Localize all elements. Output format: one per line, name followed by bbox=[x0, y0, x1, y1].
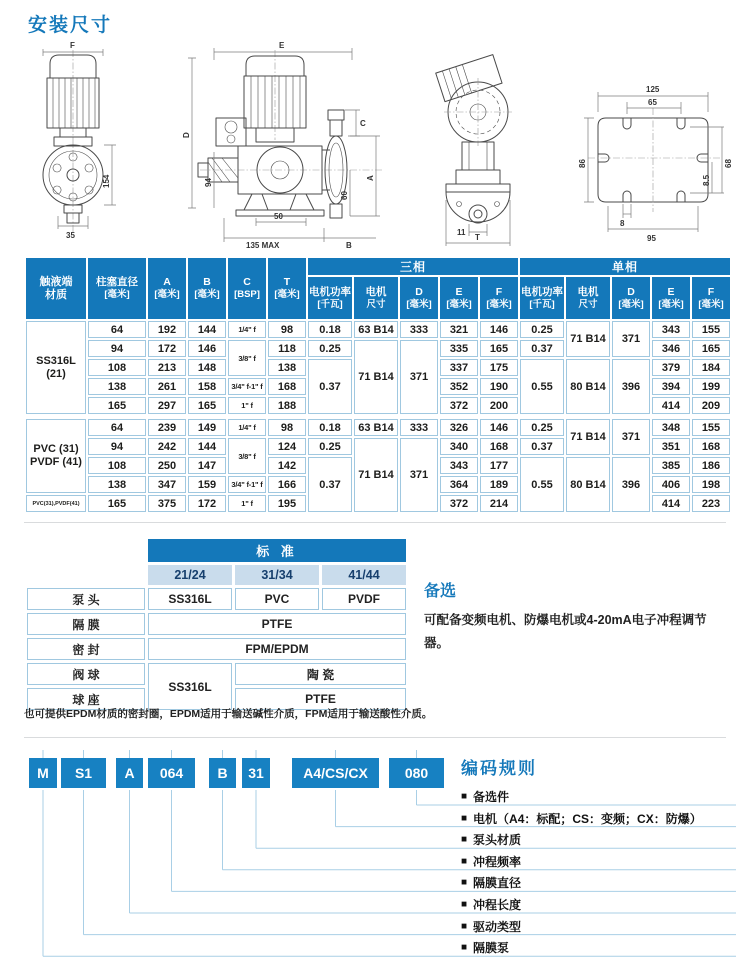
dim-label-86: 86 bbox=[578, 159, 587, 168]
table-cell: 371 bbox=[612, 419, 650, 455]
table-cell: 155 bbox=[692, 321, 730, 338]
dim-label-125: 125 bbox=[646, 85, 660, 94]
square-bullet-icon: ■ bbox=[461, 942, 468, 954]
column-header: D [毫米] bbox=[612, 277, 650, 319]
code-segment-label: 冲程长度 bbox=[473, 898, 522, 912]
table-cell: 98 bbox=[268, 321, 306, 338]
table-cell: 63 B14 bbox=[354, 419, 398, 436]
code-segment-label: 备选件 bbox=[473, 790, 510, 804]
table-cell: 3/4" f-1" f bbox=[228, 378, 266, 395]
square-bullet-icon: ■ bbox=[461, 877, 468, 889]
column-header: E [毫米] bbox=[652, 277, 690, 319]
table-cell: 80 B14 bbox=[566, 457, 610, 512]
code-column-header: 31/34 bbox=[235, 565, 319, 585]
table-cell: 239 bbox=[148, 419, 186, 436]
table-cell: 414 bbox=[652, 495, 690, 512]
table-cell: 3/8" f bbox=[228, 340, 266, 376]
table-cell: 71 B14 bbox=[566, 419, 610, 455]
table-cell: 3/8" f bbox=[228, 438, 266, 474]
dim-label-135max: 135 MAX bbox=[246, 241, 280, 250]
table-cell: 165 bbox=[88, 397, 146, 414]
dim-label-11: 11 bbox=[457, 228, 466, 237]
table-cell: 155 bbox=[692, 419, 730, 436]
dim-label-50: 50 bbox=[274, 212, 283, 221]
code-segment-box: A bbox=[116, 758, 143, 788]
table-cell: 189 bbox=[480, 476, 518, 493]
table-row bbox=[27, 663, 406, 685]
installation-dimension-drawings bbox=[0, 0, 750, 252]
table-cell: 0.25 bbox=[520, 419, 564, 436]
table-cell: 213 bbox=[148, 359, 186, 376]
code-segment-box: 31 bbox=[242, 758, 270, 788]
table-cell: 343 bbox=[652, 321, 690, 338]
table-cell: 184 bbox=[692, 359, 730, 376]
table-cell: SS316L bbox=[148, 588, 232, 610]
table-cell: 385 bbox=[652, 457, 690, 474]
row-label: 密 封 bbox=[27, 638, 145, 660]
table-cell: 165 bbox=[692, 340, 730, 357]
table-cell: 148 bbox=[188, 359, 226, 376]
column-header: 电机 尺寸 bbox=[354, 277, 398, 319]
dim-label-68: 68 bbox=[724, 159, 733, 168]
dim-label-35: 35 bbox=[66, 231, 75, 240]
dim-label-f: F bbox=[70, 41, 75, 50]
table-cell: 371 bbox=[612, 321, 650, 357]
table-cell: 396 bbox=[612, 359, 650, 414]
table-cell: 333 bbox=[400, 321, 438, 338]
table-cell: 159 bbox=[188, 476, 226, 493]
code-segment-box: 080 bbox=[389, 758, 444, 788]
square-bullet-icon: ■ bbox=[461, 834, 468, 846]
code-segment-label: 电机（A4：标配；CS：变频；CX：防爆） bbox=[473, 811, 702, 826]
table-cell: 242 bbox=[148, 438, 186, 455]
table-cell: 147 bbox=[188, 457, 226, 474]
column-header: T [毫米] bbox=[268, 258, 306, 319]
table-row bbox=[27, 638, 406, 660]
table-cell: 146 bbox=[188, 340, 226, 357]
column-header: 柱塞直径 [毫米] bbox=[88, 258, 146, 319]
table-cell: 63 B14 bbox=[354, 321, 398, 338]
table-cell: 375 bbox=[148, 495, 186, 512]
table-cell: 138 bbox=[88, 378, 146, 395]
table-cell: PVDF bbox=[322, 588, 406, 610]
table-cell: 138 bbox=[268, 359, 306, 376]
dim-label-154: 154 bbox=[102, 174, 111, 188]
table-cell: 371 bbox=[400, 438, 438, 512]
table-cell: 186 bbox=[692, 457, 730, 474]
row-label: 球 座 bbox=[27, 688, 145, 710]
table-cell: 172 bbox=[188, 495, 226, 512]
square-bullet-icon: ■ bbox=[461, 791, 468, 802]
code-label-row bbox=[461, 896, 521, 913]
table-cell: 371 bbox=[400, 340, 438, 414]
dim-label-94: 94 bbox=[204, 178, 213, 187]
code-label-row bbox=[461, 853, 521, 870]
dim-label-60: 60 bbox=[340, 191, 349, 200]
table-cell: 172 bbox=[148, 340, 186, 357]
square-bullet-icon: ■ bbox=[461, 812, 468, 824]
table-cell: 321 bbox=[440, 321, 478, 338]
row-label: 泵 头 bbox=[27, 588, 145, 610]
dim-label-d: D bbox=[182, 132, 191, 138]
table-cell: 364 bbox=[440, 476, 478, 493]
table-cell: 0.25 bbox=[308, 340, 352, 357]
table-cell: 158 bbox=[188, 378, 226, 395]
table-cell: 333 bbox=[400, 419, 438, 436]
pump-front-view-drawing bbox=[43, 41, 116, 240]
options-block bbox=[424, 578, 726, 654]
square-bullet-icon: ■ bbox=[461, 899, 468, 910]
standard-materials-table bbox=[24, 536, 409, 713]
blank-cell bbox=[27, 539, 145, 562]
table-cell: 80 B14 bbox=[566, 359, 610, 414]
table-cell: 146 bbox=[480, 321, 518, 338]
table-cell: 414 bbox=[652, 397, 690, 414]
table-cell: 71 B14 bbox=[566, 321, 610, 357]
table-cell: FPM/EPDM bbox=[148, 638, 406, 660]
table-cell: 0.55 bbox=[520, 457, 564, 512]
table-cell: 223 bbox=[692, 495, 730, 512]
table-cell: 146 bbox=[480, 419, 518, 436]
table-cell: 379 bbox=[652, 359, 690, 376]
table-cell: 71 B14 bbox=[354, 340, 398, 414]
column-header: A [毫米] bbox=[148, 258, 186, 319]
code-segment-box: A4/CS/CX bbox=[292, 758, 379, 788]
table-cell: 190 bbox=[480, 378, 518, 395]
dim-label-b: B bbox=[346, 241, 352, 250]
table-row bbox=[27, 613, 406, 635]
coding-rules-section bbox=[24, 748, 740, 960]
table-cell: 1" f bbox=[228, 495, 266, 512]
table-cell: 108 bbox=[88, 457, 146, 474]
table-cell: PVC bbox=[235, 588, 319, 610]
table-cell: 348 bbox=[652, 419, 690, 436]
coding-rules-title: 编码规则 bbox=[461, 759, 537, 778]
column-header: 电机功率 [千瓦] bbox=[520, 277, 564, 319]
code-segment-label: 泵头材质 bbox=[473, 833, 522, 848]
table-cell: 346 bbox=[652, 340, 690, 357]
table-cell: 372 bbox=[440, 397, 478, 414]
table-cell: 0.37 bbox=[520, 340, 564, 357]
table-row bbox=[26, 419, 730, 436]
table-cell: 142 bbox=[268, 457, 306, 474]
table-cell: 168 bbox=[268, 378, 306, 395]
table-cell: 1" f bbox=[228, 397, 266, 414]
column-header: E [毫米] bbox=[440, 277, 478, 319]
table-cell: 0.25 bbox=[520, 321, 564, 338]
table-cell: 372 bbox=[440, 495, 478, 512]
table-cell: 165 bbox=[188, 397, 226, 414]
code-segment-label: 冲程频率 bbox=[473, 854, 522, 869]
table-cell: 168 bbox=[480, 438, 518, 455]
table-cell: 198 bbox=[692, 476, 730, 493]
material-cell: SS316L (21) bbox=[26, 321, 86, 414]
table-cell: 118 bbox=[268, 340, 306, 357]
table-cell: 343 bbox=[440, 457, 478, 474]
section-divider bbox=[24, 522, 726, 523]
table-cell: 394 bbox=[652, 378, 690, 395]
dim-label-95: 95 bbox=[647, 234, 656, 243]
column-header: F [毫米] bbox=[480, 277, 518, 319]
pump-rotated-view-drawing bbox=[436, 55, 512, 246]
table-cell: 陶 瓷 bbox=[235, 663, 406, 685]
table-cell: 175 bbox=[480, 359, 518, 376]
table-cell: 138 bbox=[88, 476, 146, 493]
column-header: B [毫米] bbox=[188, 258, 226, 319]
table-cell: 165 bbox=[88, 495, 146, 512]
table-cell: 0.18 bbox=[308, 419, 352, 436]
base-plate-drawing bbox=[578, 85, 733, 243]
dim-label-65: 65 bbox=[648, 98, 657, 107]
table-cell: 64 bbox=[88, 419, 146, 436]
code-label-row bbox=[461, 788, 509, 805]
row-label: 阀 球 bbox=[27, 663, 145, 685]
table-cell: 94 bbox=[88, 340, 146, 357]
material-cell-small: PVC(31),PVDF(41) bbox=[26, 495, 86, 512]
column-header: 电机 尺寸 bbox=[566, 277, 610, 319]
phase-group-header: 三相 bbox=[308, 258, 518, 275]
table-cell: 71 B14 bbox=[354, 438, 398, 512]
blank-cell bbox=[27, 565, 145, 585]
table-cell: 250 bbox=[148, 457, 186, 474]
dim-label-a: A bbox=[366, 175, 375, 181]
column-header: F [毫米] bbox=[692, 277, 730, 319]
table-cell: 199 bbox=[692, 378, 730, 395]
code-segment-label: 隔膜直径 bbox=[473, 876, 522, 891]
table-cell: 261 bbox=[148, 378, 186, 395]
dimension-table bbox=[24, 256, 732, 514]
column-header: C [BSP] bbox=[228, 258, 266, 319]
table-cell: 209 bbox=[692, 397, 730, 414]
table-cell: SS316L bbox=[148, 663, 232, 710]
table-cell: 340 bbox=[440, 438, 478, 455]
dim-label-8: 8 bbox=[620, 219, 625, 228]
table-cell: 3/4" f-1" f bbox=[228, 476, 266, 493]
table-cell: 297 bbox=[148, 397, 186, 414]
dim-label-t: T bbox=[475, 233, 480, 242]
square-bullet-icon: ■ bbox=[461, 855, 468, 867]
table-cell: PTFE bbox=[148, 613, 406, 635]
row-label: 隔 膜 bbox=[27, 613, 145, 635]
table-cell: 0.37 bbox=[520, 438, 564, 455]
table-row bbox=[26, 321, 730, 338]
column-header: D [毫米] bbox=[400, 277, 438, 319]
phase-group-header: 单相 bbox=[520, 258, 730, 275]
code-label-row bbox=[461, 810, 702, 827]
code-label-row bbox=[461, 939, 509, 956]
code-column-header: 41/44 bbox=[322, 565, 406, 585]
dim-label-8-5: 8.5 bbox=[702, 174, 711, 186]
code-segment-box: M bbox=[29, 758, 57, 788]
table-cell: 108 bbox=[88, 359, 146, 376]
table-cell: 192 bbox=[148, 321, 186, 338]
table-cell: 214 bbox=[480, 495, 518, 512]
table-cell: 1/4" f bbox=[228, 321, 266, 338]
table-cell: 406 bbox=[652, 476, 690, 493]
standard-header: 标 准 bbox=[148, 539, 406, 562]
code-column-header: 21/24 bbox=[148, 565, 232, 585]
table-cell: 0.37 bbox=[308, 359, 352, 414]
material-cell: PVC (31) PVDF (41) bbox=[26, 419, 86, 493]
table-cell: 0.55 bbox=[520, 359, 564, 414]
code-label-row bbox=[461, 874, 521, 891]
dim-label-e: E bbox=[279, 41, 285, 50]
code-segment-box: S1 bbox=[61, 758, 106, 788]
table-cell: 165 bbox=[480, 340, 518, 357]
table-cell: 168 bbox=[692, 438, 730, 455]
square-bullet-icon: ■ bbox=[461, 920, 468, 932]
table-cell: 0.25 bbox=[308, 438, 352, 455]
code-segment-label: 隔膜泵 bbox=[473, 941, 510, 956]
materials-note: 也可提供EPDM材质的密封圈，EPDM适用于输送碱性介质，FPM适用于输送酸性介质。 bbox=[24, 708, 433, 720]
table-cell: 0.37 bbox=[308, 457, 352, 512]
table-cell: 149 bbox=[188, 419, 226, 436]
code-segment-box: B bbox=[209, 758, 236, 788]
table-cell: 94 bbox=[88, 438, 146, 455]
table-cell: 195 bbox=[268, 495, 306, 512]
code-segment-box: 064 bbox=[148, 758, 195, 788]
table-cell: 200 bbox=[480, 397, 518, 414]
block-gap bbox=[26, 416, 730, 417]
table-cell: 352 bbox=[440, 378, 478, 395]
table-cell: 351 bbox=[652, 438, 690, 455]
table-row bbox=[27, 588, 406, 610]
table-cell: 144 bbox=[188, 321, 226, 338]
page-title: 安装尺寸 bbox=[28, 15, 113, 36]
options-text: 可配备变频电机、防爆电机或4-20mA电子冲程调节器。 bbox=[424, 613, 707, 650]
table-cell: 347 bbox=[148, 476, 186, 493]
table-cell: 144 bbox=[188, 438, 226, 455]
code-segment-label: 驱动类型 bbox=[473, 919, 522, 934]
table-cell: 326 bbox=[440, 419, 478, 436]
pump-side-view-drawing bbox=[182, 41, 382, 250]
column-header: 触液端 材质 bbox=[26, 258, 86, 319]
table-cell: 64 bbox=[88, 321, 146, 338]
table-cell: 0.18 bbox=[308, 321, 352, 338]
table-cell: 98 bbox=[268, 419, 306, 436]
code-label-row bbox=[461, 918, 521, 935]
options-title: 备选 bbox=[424, 583, 457, 600]
table-cell: 177 bbox=[480, 457, 518, 474]
table-cell: 124 bbox=[268, 438, 306, 455]
table-cell: 188 bbox=[268, 397, 306, 414]
table-cell: 396 bbox=[612, 457, 650, 512]
table-cell: 1/4" f bbox=[228, 419, 266, 436]
table-cell: 337 bbox=[440, 359, 478, 376]
table-cell: 166 bbox=[268, 476, 306, 493]
section-divider bbox=[24, 737, 726, 738]
table-cell: PTFE bbox=[235, 688, 406, 710]
dim-label-c: C bbox=[360, 119, 366, 128]
table-cell: 335 bbox=[440, 340, 478, 357]
column-header: 电机功率 [千瓦] bbox=[308, 277, 352, 319]
code-label-row bbox=[461, 831, 521, 848]
